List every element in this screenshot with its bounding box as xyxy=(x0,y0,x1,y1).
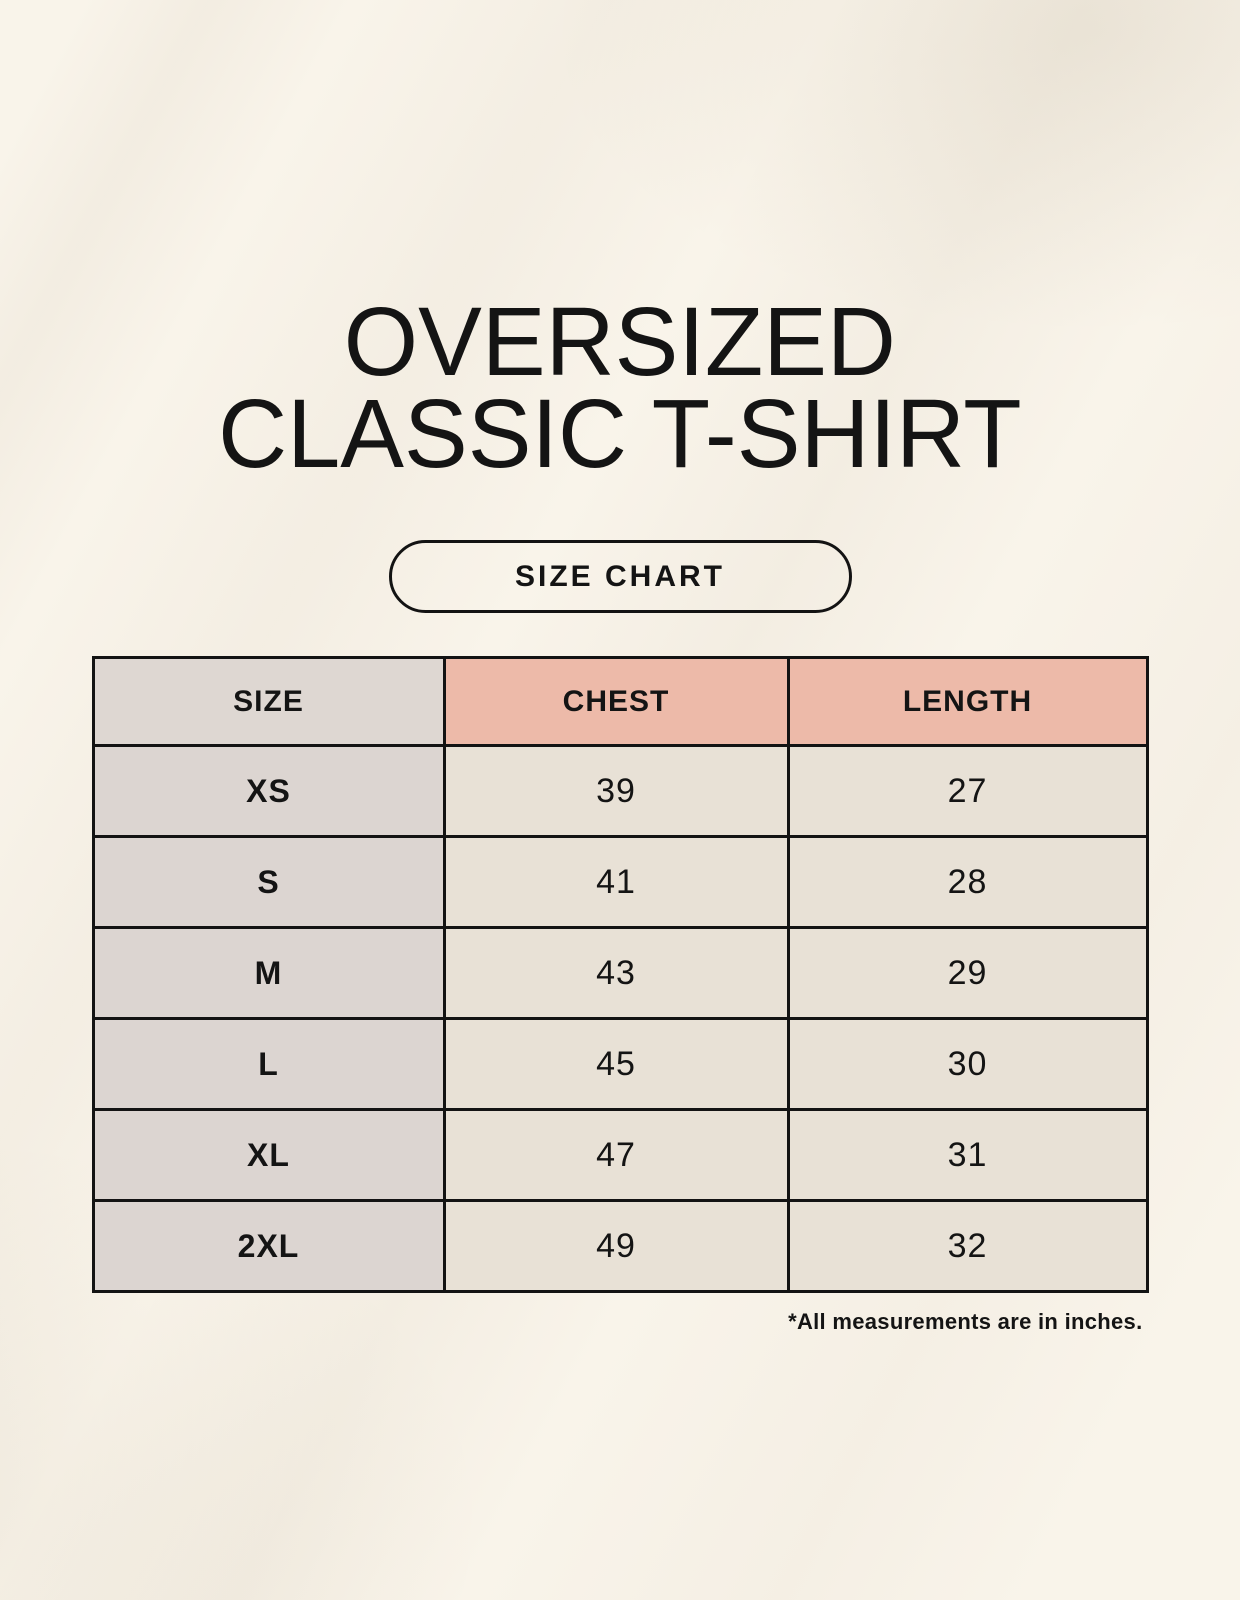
length-cell: 28 xyxy=(788,837,1147,928)
chest-cell: 39 xyxy=(444,746,788,837)
chest-cell: 49 xyxy=(444,1201,788,1292)
table-row xyxy=(93,1201,1147,1292)
column-header-size: SIZE xyxy=(93,658,444,746)
size-cell: M xyxy=(93,928,444,1019)
product-title-line2: CLASSIC T-SHIRT xyxy=(218,379,1022,488)
size-cell: XS xyxy=(93,746,444,837)
chest-cell: 45 xyxy=(444,1019,788,1110)
table-row xyxy=(93,746,1147,837)
size-cell: 2XL xyxy=(93,1201,444,1292)
length-cell: 30 xyxy=(788,1019,1147,1110)
size-chart-table xyxy=(92,656,1149,1293)
length-cell: 27 xyxy=(788,746,1147,837)
table-header-row xyxy=(93,658,1147,746)
length-cell: 31 xyxy=(788,1110,1147,1201)
chest-cell: 43 xyxy=(444,928,788,1019)
product-title xyxy=(212,287,1028,488)
size-cell: L xyxy=(93,1019,444,1110)
size-cell: S xyxy=(93,837,444,928)
chest-cell: 41 xyxy=(444,837,788,928)
measurement-footnote: *All measurements are in inches. xyxy=(788,1309,1143,1334)
column-header-length: LENGTH xyxy=(788,658,1147,746)
size-cell: XL xyxy=(93,1110,444,1201)
length-cell: 32 xyxy=(788,1201,1147,1292)
length-cell: 29 xyxy=(788,928,1147,1019)
table-row xyxy=(93,1019,1147,1110)
table-row xyxy=(93,928,1147,1019)
size-chart-button-label: SIZE CHART xyxy=(515,559,725,593)
table-row xyxy=(93,837,1147,928)
chest-cell: 47 xyxy=(444,1110,788,1201)
table-row xyxy=(93,1110,1147,1201)
column-header-chest: CHEST xyxy=(444,658,788,746)
table-body xyxy=(93,746,1147,1292)
size-chart-button[interactable] xyxy=(389,540,852,613)
product-title-line1: OVERSIZED xyxy=(343,287,897,396)
